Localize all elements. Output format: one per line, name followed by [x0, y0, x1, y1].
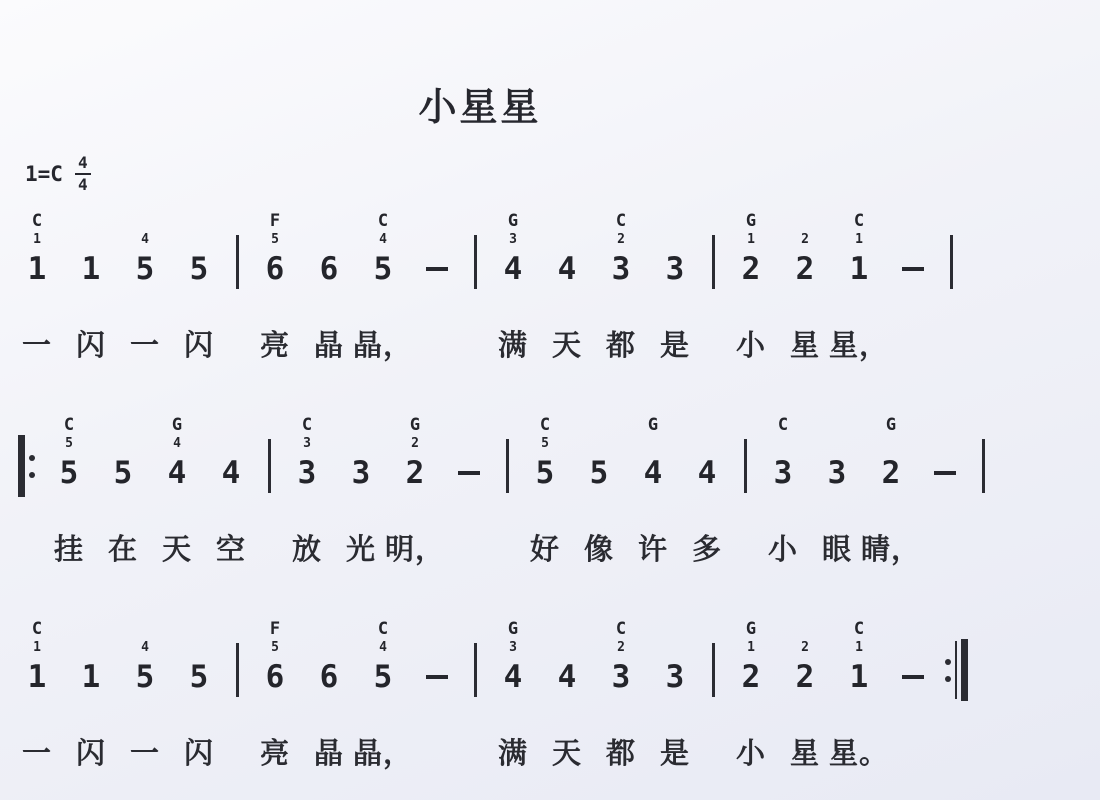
repeat-thick-bar — [961, 639, 968, 701]
note-digit: 5 — [189, 659, 209, 695]
note-cell — [861, 413, 922, 571]
note-digit: 6 — [265, 659, 285, 695]
note-cell — [810, 413, 864, 571]
note-digit: 6 — [265, 251, 285, 287]
note-digit: 5 — [59, 455, 79, 491]
finger-number: 5 — [65, 436, 73, 451]
barline — [258, 413, 280, 493]
lyric-syllable: 像 — [583, 532, 614, 566]
note-digit: 6 — [319, 659, 339, 695]
note-cell — [280, 413, 334, 571]
note-digit: 4 — [557, 251, 577, 287]
note-cell — [778, 617, 832, 775]
chord-label: F — [269, 619, 281, 639]
barline — [972, 413, 994, 493]
lyric-syllable: 眼 — [821, 532, 852, 566]
repeat-start-sign — [10, 413, 42, 497]
note-digit: 5 — [135, 659, 155, 695]
song-title: 小星星 — [418, 85, 542, 129]
barline-stroke — [712, 643, 715, 697]
lyric-syllable: 闪 — [183, 328, 214, 362]
lyric-syllable: 满 — [497, 328, 528, 362]
barline-stroke — [236, 235, 239, 289]
note-digit — [426, 657, 448, 697]
lyric-syllable: 一 — [129, 736, 160, 770]
sustain-dash — [426, 675, 448, 679]
score-system — [10, 413, 1100, 571]
chord-label: C — [301, 415, 313, 435]
lyric-syllable: 晶 — [313, 328, 344, 362]
lyric-syllable: 天 — [551, 736, 582, 770]
lyric-syllable: 星 — [789, 736, 820, 770]
barline-stroke — [950, 235, 953, 289]
note-digit: 4 — [697, 455, 717, 491]
sustain-dash — [458, 471, 480, 475]
note-cell — [724, 617, 778, 775]
note-digit: 5 — [373, 659, 393, 695]
note-cell — [918, 413, 972, 571]
note-cell — [172, 209, 226, 367]
note-cell — [486, 209, 540, 367]
chord-label: C — [615, 211, 627, 231]
finger-number: 4 — [379, 640, 387, 655]
chord-label: C — [853, 619, 865, 639]
chord-label: G — [647, 415, 659, 435]
lyric-syllable: 在 — [107, 532, 138, 566]
note-cell — [648, 617, 702, 775]
note-cell — [886, 617, 940, 775]
chord-label: G — [507, 619, 519, 639]
repeat-dots — [29, 455, 35, 478]
finger-number: 1 — [855, 640, 863, 655]
note-cell — [248, 209, 302, 367]
lyric-syllable: 晶， — [353, 328, 414, 362]
finger-number: 4 — [141, 640, 149, 655]
barline-stroke — [744, 439, 747, 493]
lyric-syllable: 闪 — [183, 736, 214, 770]
note-digit: 2 — [741, 251, 761, 287]
note-cell — [302, 617, 356, 775]
note-digit: 1 — [81, 659, 101, 695]
note-digit: 4 — [557, 659, 577, 695]
lyric-syllable: 都 — [605, 328, 636, 362]
lyric-syllable: 星 — [789, 328, 820, 362]
note-cell — [64, 209, 118, 367]
lyric-syllable: 闪 — [75, 736, 106, 770]
finger-number: 2 — [801, 232, 809, 247]
note-cell — [626, 413, 680, 571]
note-cell — [572, 413, 626, 571]
note-cell — [353, 617, 414, 775]
note-digit: 1 — [849, 251, 869, 287]
note-digit: 1 — [849, 659, 869, 695]
lyric-syllable: 许 — [637, 532, 668, 566]
finger-number: 2 — [411, 436, 419, 451]
finger-number: 2 — [617, 640, 625, 655]
finger-number: 1 — [747, 640, 755, 655]
note-cell — [118, 209, 172, 367]
lyric-syllable: 挂 — [53, 532, 84, 566]
note-cell — [204, 413, 258, 571]
chord-label: G — [745, 211, 757, 231]
barline — [496, 413, 518, 493]
note-digit: 1 — [27, 659, 47, 695]
chord-label: G — [507, 211, 519, 231]
chord-label: C — [377, 211, 389, 231]
note-digit: 6 — [319, 251, 339, 287]
note-digit: 2 — [795, 659, 815, 695]
note-digit: 3 — [773, 455, 793, 491]
lyric-syllable: 晶， — [353, 736, 414, 770]
score-systems — [0, 209, 1100, 775]
repeat-thin-bar — [955, 641, 957, 699]
finger-number: 2 — [801, 640, 809, 655]
barline — [464, 617, 486, 697]
lyric-syllable: 星， — [829, 328, 890, 362]
chord-label: F — [269, 211, 281, 231]
chord-label: C — [615, 619, 627, 639]
barline — [226, 209, 248, 289]
barline-stroke — [474, 643, 477, 697]
chord-label: C — [31, 211, 43, 231]
note-digit: 2 — [881, 455, 901, 491]
finger-number: 5 — [541, 436, 549, 451]
time-signature-denominator: 4 — [77, 175, 88, 194]
finger-number: 2 — [617, 232, 625, 247]
note-digit — [902, 249, 924, 289]
repeat-end-sign — [940, 617, 972, 701]
note-digit: 3 — [665, 251, 685, 287]
note-digit: 5 — [589, 455, 609, 491]
barline-stroke — [982, 439, 985, 493]
barline — [734, 413, 756, 493]
note-digit: 1 — [81, 251, 101, 287]
note-cell — [410, 209, 464, 367]
note-cell — [724, 209, 778, 367]
barline-stroke — [268, 439, 271, 493]
note-cell — [150, 413, 204, 571]
sustain-dash — [902, 675, 924, 679]
note-cell — [594, 617, 648, 775]
note-digit — [902, 657, 924, 697]
finger-number: 3 — [509, 640, 517, 655]
lyric-syllable: 天 — [551, 328, 582, 362]
note-digit: 3 — [351, 455, 371, 491]
note-digit: 5 — [189, 251, 209, 287]
score-system — [10, 617, 1100, 775]
lyric-syllable: 一 — [129, 328, 160, 362]
chord-label: G — [745, 619, 757, 639]
note-cell — [42, 413, 96, 571]
finger-number: 5 — [271, 232, 279, 247]
note-digit: 3 — [827, 455, 847, 491]
finger-number: 1 — [747, 232, 755, 247]
repeat-dot — [29, 455, 35, 461]
note-cell — [648, 209, 702, 367]
lyric-syllable: 是 — [659, 736, 690, 770]
note-digit: 1 — [27, 251, 47, 287]
repeat-start-glyph — [18, 435, 35, 497]
note-cell — [248, 617, 302, 775]
note-digit: 5 — [135, 251, 155, 287]
note-cell — [886, 209, 940, 367]
note-cell — [829, 617, 890, 775]
note-cell — [410, 617, 464, 775]
note-cell — [540, 617, 594, 775]
lyric-syllable: 空 — [215, 532, 246, 566]
note-digit: 4 — [503, 659, 523, 695]
note-digit: 5 — [535, 455, 555, 491]
chord-label: C — [777, 415, 789, 435]
time-signature — [75, 155, 91, 193]
note-cell — [172, 617, 226, 775]
repeat-dot — [29, 472, 35, 478]
repeat-dot — [945, 676, 951, 682]
note-digit: 2 — [741, 659, 761, 695]
note-digit: 2 — [795, 251, 815, 287]
finger-number: 5 — [271, 640, 279, 655]
note-cell — [442, 413, 496, 571]
note-digit: 3 — [297, 455, 317, 491]
lyric-syllable: 是 — [659, 328, 690, 362]
barline — [464, 209, 486, 289]
lyric-syllable: 闪 — [75, 328, 106, 362]
lyric-syllable: 亮 — [259, 736, 290, 770]
lyric-syllable: 晶 — [313, 736, 344, 770]
note-cell — [594, 209, 648, 367]
finger-number: 3 — [509, 232, 517, 247]
chord-label: C — [377, 619, 389, 639]
chord-label: G — [885, 415, 897, 435]
note-cell — [778, 209, 832, 367]
chord-label: C — [539, 415, 551, 435]
chord-label: G — [171, 415, 183, 435]
note-cell — [118, 617, 172, 775]
note-digit: 3 — [611, 659, 631, 695]
finger-number: 4 — [141, 232, 149, 247]
lyric-syllable: 小 — [767, 532, 798, 566]
note-digit: 4 — [167, 455, 187, 491]
note-digit: 2 — [405, 455, 425, 491]
finger-number: 4 — [379, 232, 387, 247]
note-cell — [353, 209, 414, 367]
note-cell — [64, 617, 118, 775]
lyric-syllable: 亮 — [259, 328, 290, 362]
barline — [940, 209, 962, 289]
chord-label: C — [31, 619, 43, 639]
chord-label: C — [853, 211, 865, 231]
lyric-syllable: 放 — [291, 532, 322, 566]
note-cell — [334, 413, 388, 571]
score-system — [10, 209, 1100, 367]
repeat-dot — [945, 659, 951, 665]
lyric-syllable: 满 — [497, 736, 528, 770]
note-digit: 5 — [373, 251, 393, 287]
barline — [702, 617, 724, 697]
barline-stroke — [712, 235, 715, 289]
lyric-syllable: 一 — [21, 328, 52, 362]
chord-label: G — [409, 415, 421, 435]
finger-number: 1 — [855, 232, 863, 247]
note-digit: 3 — [611, 251, 631, 287]
lyric-syllable: 小 — [735, 736, 766, 770]
finger-number: 3 — [303, 436, 311, 451]
note-digit: 4 — [643, 455, 663, 491]
note-cell — [10, 617, 64, 775]
lyric-syllable: 星。 — [829, 736, 890, 770]
lyric-syllable: 多 — [691, 532, 722, 566]
sustain-dash — [934, 471, 956, 475]
barline-stroke — [506, 439, 509, 493]
note-cell — [829, 209, 890, 367]
note-cell — [10, 209, 64, 367]
repeat-end-glyph — [945, 639, 968, 701]
time-signature-numerator: 4 — [75, 155, 91, 175]
note-cell — [756, 413, 810, 571]
lyric-syllable: 光 — [345, 532, 376, 566]
lyric-syllable: 睛， — [861, 532, 922, 566]
note-digit: 3 — [665, 659, 685, 695]
chord-label: C — [63, 415, 75, 435]
lyric-syllable: 都 — [605, 736, 636, 770]
note-digit: 4 — [503, 251, 523, 287]
note-cell — [486, 617, 540, 775]
barline — [226, 617, 248, 697]
barline — [702, 209, 724, 289]
note-digit: 4 — [221, 455, 241, 491]
lyric-syllable: 明， — [385, 532, 446, 566]
lyric-syllable: 好 — [529, 532, 560, 566]
finger-number: 1 — [33, 640, 41, 655]
note-digit — [934, 453, 956, 493]
note-cell — [96, 413, 150, 571]
note-cell — [540, 209, 594, 367]
sustain-dash — [426, 267, 448, 271]
note-cell — [385, 413, 446, 571]
note-cell — [680, 413, 734, 571]
repeat-thick-bar — [18, 435, 25, 497]
barline-stroke — [474, 235, 477, 289]
repeat-dots — [945, 659, 951, 682]
finger-number: 1 — [33, 232, 41, 247]
finger-number: 4 — [173, 436, 181, 451]
note-digit: 5 — [113, 455, 133, 491]
note-digit — [458, 453, 480, 493]
lyric-syllable: 天 — [161, 532, 192, 566]
key-tonic: 1=C — [25, 162, 63, 186]
lyric-syllable: 小 — [735, 328, 766, 362]
key-signature — [25, 155, 1100, 193]
barline-stroke — [236, 643, 239, 697]
sustain-dash — [902, 267, 924, 271]
note-cell — [518, 413, 572, 571]
note-digit — [426, 249, 448, 289]
lyric-syllable: 一 — [21, 736, 52, 770]
note-cell — [302, 209, 356, 367]
